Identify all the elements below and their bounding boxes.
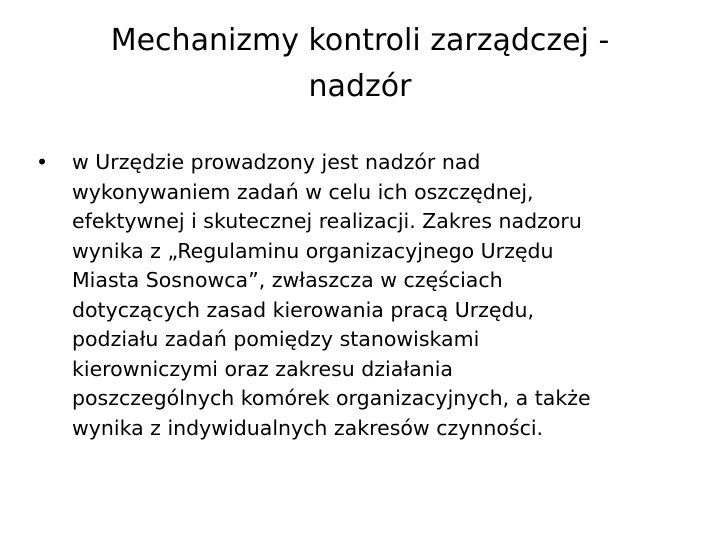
bullet-text-line-9: poszczególnych komórek organizacyjnych, a także xyxy=(72,386,591,410)
bullet-text-line-2: wykonywaniem zadań w celu ich oszczędnej, xyxy=(72,179,534,204)
bullet-text-line-6: dotyczących zasad kierowania pracą Urzędu, xyxy=(72,297,535,322)
bullet-item xyxy=(36,148,696,443)
bullet-text-line-1: w Urzędzie prowadzony jest nadzór nad xyxy=(72,150,481,174)
bullet-text-line-10: wynika z indywidualnych zakresów czynności. xyxy=(72,415,544,440)
bullet-text-line-5: Miasta Sosnowca”, zwłaszcza w częściach xyxy=(72,268,503,292)
slide-title-line-1: Mechanizmy kontroli zarządczej - xyxy=(110,23,610,58)
bullet-text-line-4: wynika z „Regulaminu organizacyjnego Urzędu xyxy=(72,238,554,263)
bullet-text-line-7: podziału zadań pomiędzy stanowiskami xyxy=(72,327,480,351)
bullet-text xyxy=(72,148,696,443)
slide-title xyxy=(40,18,680,110)
slide-title-line-2: nadzór xyxy=(308,69,412,104)
bullet-text-line-3: efektywnej i skutecznej realizacji. Zakres nadzoru xyxy=(72,209,582,233)
bullet-marker: • xyxy=(36,150,49,174)
bullet-list xyxy=(36,148,696,443)
bullet-text-line-8: kierowniczymi oraz zakresu działania xyxy=(72,356,453,381)
